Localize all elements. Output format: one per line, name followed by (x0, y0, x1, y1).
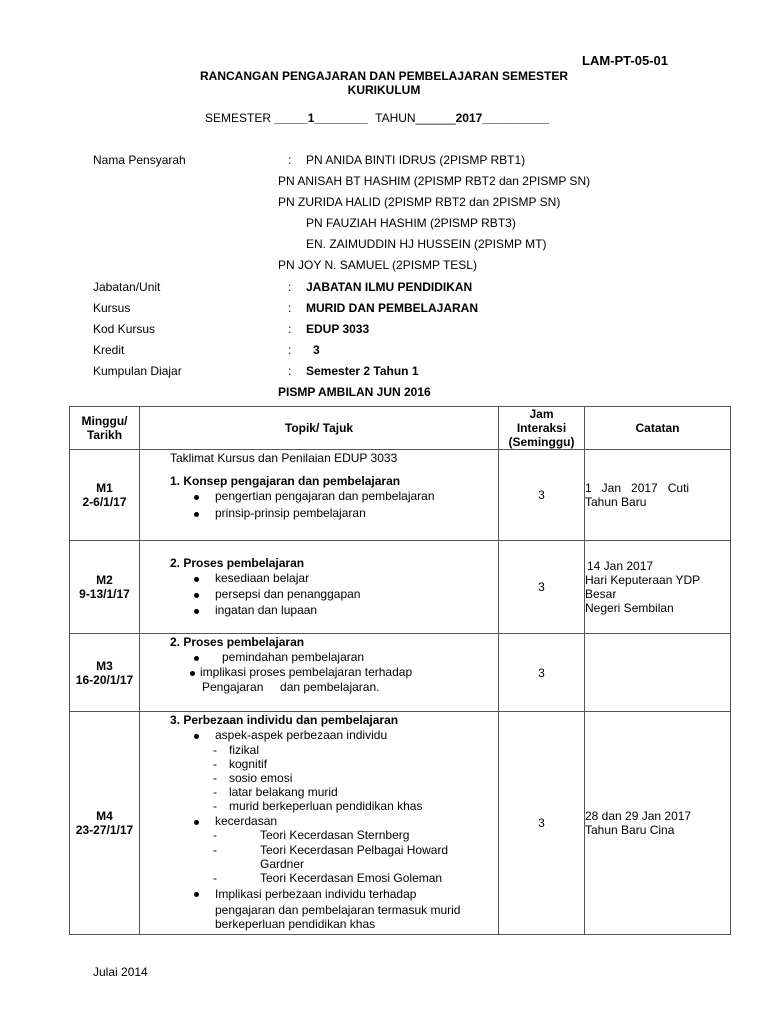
topic-bullet: ingatan dan lupaan (215, 603, 318, 617)
kursus-label: Kursus (93, 301, 131, 315)
header-jam-line2: Interaksi (516, 421, 567, 435)
jam-cell: 3 (499, 450, 585, 541)
jabatan-value: JABATAN ILMU PENDIDIKAN (306, 280, 473, 294)
bullet-icon (194, 656, 199, 661)
topic-bullet-continuation: pengajaran dan pembelajaran termasuk murid (215, 903, 461, 917)
table-row (70, 450, 731, 541)
header-minggu-line1: Minggu/ (81, 414, 128, 428)
topic-bullet: implikasi proses pembelajaran terhadap (200, 665, 413, 679)
topic-subitem: Teori Kecerdasan Pelbagai Howard (260, 843, 449, 857)
dash-icon: - (213, 771, 217, 785)
header-jam-line1: Jam (529, 407, 554, 421)
kod-value: EDUP 3033 (306, 322, 370, 336)
dash-icon: - (213, 757, 217, 771)
table-header-row (70, 407, 731, 450)
dash-icon: - (213, 785, 217, 799)
table-row (70, 541, 731, 634)
schedule-table (69, 406, 731, 935)
catatan-line: Besar (585, 587, 617, 601)
catatan-line: 1 Jan 2017 Cuti (585, 481, 690, 495)
topic-bullet: persepsi dan penanggapan (215, 587, 361, 601)
topic-continuation: Pengajaran dan pembelajaran. (202, 680, 380, 694)
catatan-line: Tahun Baru Cina (585, 823, 675, 837)
kredit-value: 3 (313, 343, 320, 357)
bullet-icon (194, 577, 199, 582)
bullet-icon (194, 512, 199, 517)
topic-bullet-continuation: berkeperluan pendidikan khas (215, 917, 376, 931)
catatan-cell (585, 634, 731, 712)
week-date: 23-27/1/17 (75, 823, 134, 837)
topic-cell (140, 541, 499, 634)
bullet-icon (194, 593, 199, 598)
header-jam-line3: (Seminggu) (508, 435, 575, 449)
lecturer-3: PN ZURIDA HALID (2PISMP RBT2 dan 2PISMP SN) (278, 195, 561, 209)
header-jam (499, 407, 585, 450)
week-date: 9-13/1/17 (79, 587, 130, 601)
jam-cell: 3 (499, 712, 585, 935)
week-date: 2-6/1/17 (82, 495, 127, 509)
bullet-icon (190, 671, 195, 676)
dash-icon: - (213, 828, 217, 842)
colon: : (288, 280, 292, 294)
kumpulan-value: Semester 2 Tahun 1 (306, 364, 419, 378)
header-minggu (70, 407, 140, 450)
jam-cell: 3 (499, 634, 585, 712)
topic-bullet: pemindahan pembelajaran (222, 650, 365, 664)
header-catatan: Catatan (585, 407, 731, 450)
semester-line (205, 111, 549, 125)
topic-heading: 3. Perbezaan individu dan pembelajaran (170, 713, 399, 727)
topic-bullet: Implikasi perbezaan individu terhadap (215, 887, 417, 901)
topic-heading: 1. Konsep pengajaran dan pembelajaran (170, 474, 401, 488)
bullet-icon (194, 609, 199, 614)
week-label: M3 (96, 658, 113, 673)
footer-date: Julai 2014 (93, 965, 148, 979)
lecturer-5: EN. ZAIMUDDIN HJ HUSSEIN (2PISMP MT) (306, 237, 547, 251)
document-code: LAM-PT-05-01 (582, 53, 668, 68)
dash-icon: - (213, 871, 217, 885)
colon: : (288, 364, 292, 378)
dash-icon: - (213, 799, 217, 813)
semester-value: _____1________ (274, 111, 368, 125)
topic-subitem: murid berkeperluan pendidikan khas (229, 799, 423, 813)
nama-label: Nama Pensyarah (93, 153, 186, 167)
catatan-line: 28 dan 29 Jan 2017 (585, 809, 692, 823)
topic-cell (140, 450, 499, 541)
lecturer-6: PN JOY N. SAMUEL (2PISMP TESL) (278, 258, 477, 272)
week-label: M1 (96, 481, 113, 495)
topic-cell (140, 634, 499, 712)
dash-icon: - (213, 743, 217, 757)
colon: : (288, 301, 292, 315)
ambilan-heading: PISMP AMBILAN JUN 2016 (278, 385, 431, 399)
kredit-label: Kredit (93, 343, 125, 357)
table-row (70, 712, 731, 935)
week-cell (70, 712, 140, 935)
title-line-1: RANCANGAN PENGAJARAN DAN PEMBELAJARAN SEMESTER (199, 69, 569, 83)
bullet-icon (194, 495, 199, 500)
topic-subitem-continuation: Gardner (260, 857, 305, 871)
week-label: M4 (96, 809, 113, 823)
bullet-icon (194, 820, 199, 825)
topic-subitem: Teori Kecerdasan Sternberg (260, 828, 410, 842)
jabatan-label: Jabatan/Unit (93, 280, 161, 294)
colon: : (288, 153, 292, 167)
catatan-cell (585, 541, 731, 634)
topic-subitem: sosio emosi (229, 771, 293, 785)
topic-subitem: kognitif (229, 757, 268, 771)
semester-label: SEMESTER (205, 111, 272, 125)
dash-icon: - (213, 843, 217, 857)
topic-intro: Taklimat Kursus dan Penilaian EDUP 3033 (170, 451, 398, 465)
topic-bullet: prinsip-prinsip pembelajaran (215, 506, 366, 520)
colon: : (288, 343, 292, 357)
tahun-label: TAHUN______ (375, 111, 456, 125)
kod-label: Kod Kursus (93, 322, 156, 336)
catatan-cell (585, 712, 731, 935)
topic-subitem: Teori Kecerdasan Emosi Goleman (260, 871, 443, 885)
topic-subitem: latar belakang murid (229, 785, 338, 799)
topic-bullet: kecerdasan (215, 814, 278, 828)
lecturer-2: PN ANISAH BT HASHIM (2PISMP RBT2 dan 2PISMP SN) (278, 174, 591, 188)
week-label: M2 (96, 573, 113, 587)
lecturer-1: PN ANIDA BINTI IDRUS (2PISMP RBT1) (306, 153, 526, 167)
week-cell (70, 634, 140, 712)
catatan-line: Negeri Sembilan (585, 601, 674, 615)
topic-bullet: aspek-aspek perbezaan individu (215, 728, 388, 742)
week-date: 16-20/1/17 (75, 672, 134, 687)
week-cell (70, 450, 140, 541)
catatan-cell (585, 450, 731, 541)
header-topik: Topik/ Tajuk (140, 407, 499, 450)
catatan-line: 14 Jan 2017 (587, 559, 654, 573)
table-row (70, 634, 731, 712)
jam-cell: 3 (499, 541, 585, 634)
bullet-icon (194, 734, 199, 739)
kumpulan-label: Kumpulan Diajar (93, 364, 182, 378)
week-cell (70, 541, 140, 634)
topic-bullet: kesediaan belajar (215, 571, 310, 585)
topic-subitem: fizikal (229, 743, 260, 757)
title-line-2: KURIKULUM (347, 83, 421, 97)
catatan-line: Tahun Baru (585, 495, 647, 509)
header-minggu-line2: Tarikh (86, 428, 123, 442)
topic-heading: 2. Proses pembelajaran (170, 556, 305, 570)
topic-bullet: pengertian pengajaran dan pembelajaran (215, 489, 435, 503)
bullet-icon (194, 892, 199, 897)
topic-cell (140, 712, 499, 935)
catatan-line: Hari Keputeraan YDP (585, 573, 701, 587)
topic-heading: 2. Proses pembelajaran (170, 635, 305, 649)
kursus-value: MURID DAN PEMBELAJARAN (306, 301, 479, 315)
tahun-value: 2017__________ (455, 111, 550, 125)
lecturer-4: PN FAUZIAH HASHIM (2PISMP RBT3) (306, 216, 516, 230)
colon: : (288, 322, 292, 336)
